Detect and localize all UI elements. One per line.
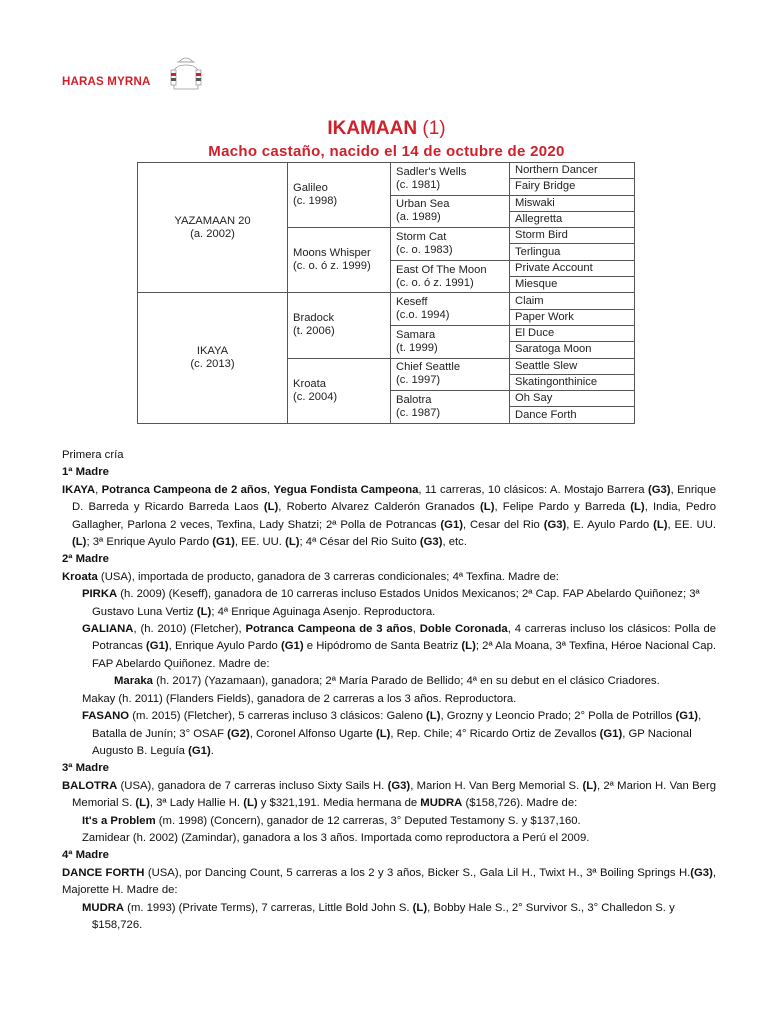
pedigree-gen3: Urban Sea (a. 1989) bbox=[391, 195, 510, 228]
pedigree-gen2: Kroata (c. 2004) bbox=[288, 358, 391, 423]
pedigree-gen3: Samara (t. 1999) bbox=[391, 325, 510, 358]
pedigree-sire: YAZAMAAN 20 (a. 2002) bbox=[138, 163, 288, 293]
madre2-paragraph: Kroata (USA), importada de producto, ganadora de 3 carreras condicionales; 4ª Texfina. Madre de: bbox=[62, 570, 559, 583]
horse-number: (1) bbox=[422, 118, 446, 139]
pedigree-gen4: El Duce bbox=[510, 325, 635, 341]
pedigree-gen3: East Of The Moon (c. o. ó z. 1991) bbox=[391, 260, 510, 293]
madre3-paragraph: BALOTRA (USA), ganadora de 7 carreras incluso Sixty Sails H. (G3), Marion H. Van Berg Memorial S. (L), 2ª Marion H. Van Berg Memorial S. (L), 3ª Lady Hallie H. (L) y $321,191. Media hermana de MUDRA ($158,726). Madre de: bbox=[62, 779, 717, 810]
offspring-its-a-problem: It's a Problem (m. 1998) (Concern), ganador de 12 carreras, 3° Deputed Testamony S. y $137,160. bbox=[82, 814, 581, 827]
pedigree-table bbox=[137, 162, 635, 424]
pedigree-gen4: Private Account bbox=[510, 260, 635, 276]
pedigree-gen3: Balotra (c. 1987) bbox=[391, 391, 510, 424]
horse-title bbox=[0, 118, 773, 140]
madre1-paragraph: IKAYA, Potranca Campeona de 2 años, Yegua Fondista Campeona, 11 carreras, 10 clásicos: A. Mostajo Barrera (G3), Enrique D. Barreda y Ricardo Barreda Laos (L), Roberto Alvarez Calderón Granados (L), Felipe Pardo y Barreda (L), India, Pedro Gallagher, Parlona 2 veces, Texfina, Lady Shatzi; 2ª Polla de Potrancas (G1), Cesar del Rio (G3), E. Ayulo Pardo (L), EE. UU. (L); 3ª Enrique Ayulo Pardo (G1), EE. UU. (L); 4ª César del Rio Suito (G3), etc. bbox=[62, 483, 717, 549]
pedigree-gen3: Keseff (c.o. 1994) bbox=[391, 293, 510, 326]
madre2-heading: 2ª Madre bbox=[62, 553, 109, 566]
madre3-heading: 3ª Madre bbox=[62, 762, 109, 775]
pedigree-gen4: Skatingonthinice bbox=[510, 374, 635, 390]
pedigree-gen4: Paper Work bbox=[510, 309, 635, 325]
pedigree-gen4: Dance Forth bbox=[510, 407, 635, 423]
offspring-makay: Makay (h. 2011) (Flanders Fields), ganadora de 2 carreras a los 3 años. Reproductora. bbox=[82, 692, 517, 705]
madre3-name: BALOTRA bbox=[62, 779, 118, 792]
horse-name: IKAMAAN bbox=[327, 118, 418, 139]
pedigree-gen2: Bradock (t. 2006) bbox=[288, 293, 391, 358]
pedigree-dam: IKAYA (c. 2013) bbox=[138, 293, 288, 423]
brand-logo-text: HARAS MYRNA bbox=[62, 76, 151, 88]
madre1-heading: 1ª Madre bbox=[62, 466, 109, 479]
pedigree-gen4: Fairy Bridge bbox=[510, 179, 635, 195]
offspring-galiana: GALIANA, (h. 2010) (Fletcher), Potranca Campeona de 3 años, Doble Coronada, 4 carreras incluso los clásicos: Polla de Potrancas (G1), Enrique Ayulo Pardo (G1) e Hipódromo de Santa Beatriz (L); 2ª Ala Moana, 3ª Texfina, Héroe Nacional Cap. FAP Abelardo Quiñonez. Madre de: bbox=[82, 623, 717, 670]
horse-subtitle: Macho castaño, nacido el 14 de octubre de 2020 bbox=[208, 143, 565, 160]
pedigree-gen4: Saratoga Moon bbox=[510, 342, 635, 358]
madre4-name: DANCE FORTH bbox=[62, 866, 145, 879]
pedigree-gen3: Sadler's Wells (c. 1981) bbox=[391, 163, 510, 196]
pedigree-gen4: Terlingua bbox=[510, 244, 635, 260]
first-foal-note: Primera cría bbox=[62, 449, 124, 461]
pedigree-gen4: Allegretta bbox=[510, 211, 635, 227]
madre2-name: Kroata bbox=[62, 570, 98, 583]
pedigree-gen4: Miesque bbox=[510, 277, 635, 293]
pedigree-row bbox=[138, 163, 635, 179]
offspring-maraka: Maraka (h. 2017) (Yazamaan), ganadora; 2ª María Parado de Bellido; 4ª en su debut en el clásico Criadores. bbox=[114, 675, 660, 688]
madre1-name: IKAYA bbox=[62, 483, 96, 496]
madre4-heading: 4ª Madre bbox=[62, 849, 109, 862]
madre4-paragraph: DANCE FORTH (USA), por Dancing Count, 5 carreras a los 2 y 3 años, Bicker S., Gala Lil H., Twixt H., 3ª Boiling Springs H.(G3), Majorette H. Madre de: bbox=[62, 866, 716, 897]
pedigree-gen2: Moons Whisper (c. o. ó z. 1999) bbox=[288, 228, 391, 293]
offspring-mudra: MUDRA (m. 1993) (Private Terms), 7 carreras, Little Bold John S. (L), Bobby Hale S., 2° Survivor S., 3° Challedon S. y $158,726. bbox=[82, 901, 675, 931]
pedigree-gen3: Chief Seattle (c. 1997) bbox=[391, 358, 510, 391]
pedigree-gen2: Galileo (c. 1998) bbox=[288, 163, 391, 228]
offspring-fasano: FASANO (m. 2015) (Fletcher), 5 carreras incluso 3 clásicos: Galeno (L), Grozny y Leoncio Prado; 2° Polla de Potrillos (G1), Batalla de Junín; 3° OSAF (G2), Coronel Alfonso Ugarte (L), Rep. Chile; 4° Ricardo Ortiz de Zevallos (G1), GP Nacional Augusto B. Leguía (G1). bbox=[82, 710, 702, 757]
offspring-pirka: PIRKA (h. 2009) (Keseff), ganadora de 10 carreras incluso Estados Unidos Mexicanos; 2ª Cap. FAP Abelardo Quiñonez; 3ª Gustavo Luna Vertiz (L); 4ª Enrique Aguinaga Asenjo. Reproductora. bbox=[82, 588, 700, 618]
pedigree-gen4: Miswaki bbox=[510, 195, 635, 211]
offspring-zamidear: Zamidear (h. 2002) (Zamindar), ganadora a los 3 años. Importada como reproductora a Perú el 2009. bbox=[82, 831, 590, 844]
pedigree-gen3: Storm Cat (c. o. 1983) bbox=[391, 228, 510, 261]
pedigree-gen4: Seattle Slew bbox=[510, 358, 635, 374]
pedigree-gen4: Oh Say bbox=[510, 391, 635, 407]
pedigree-row bbox=[138, 293, 635, 309]
pedigree-gen4: Claim bbox=[510, 293, 635, 309]
pedigree-gen4: Storm Bird bbox=[510, 228, 635, 244]
family-notes bbox=[62, 447, 716, 934]
pedigree-gen4: Northern Dancer bbox=[510, 163, 635, 179]
jockey-silks-icon bbox=[168, 53, 204, 91]
